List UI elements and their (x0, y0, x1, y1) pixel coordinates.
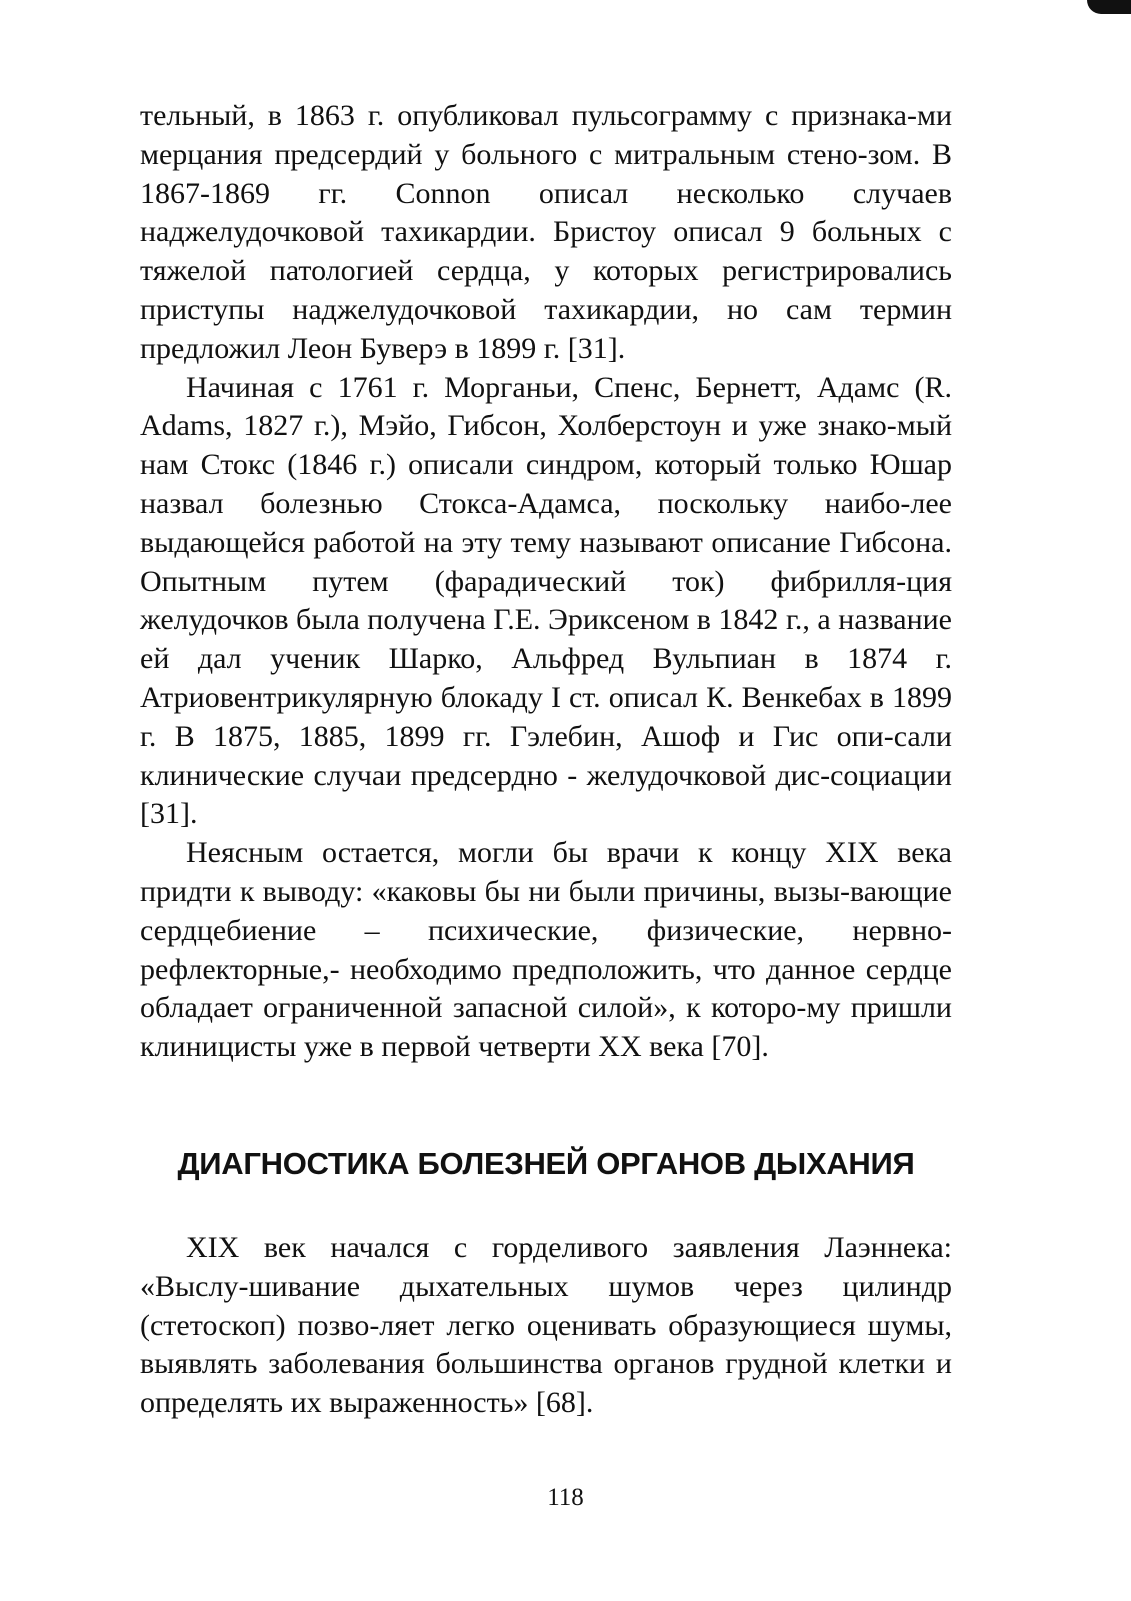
main-text (140, 97, 952, 1067)
paragraph-continuation: тельный, в 1863 г. опубликовал пульсограмму с признака-ми мерцания предсердий у больного с митральным стено-зом. В 1867-1869 гг. Connon описал несколько случаев наджелудочковой тахикардии. Бристоу описал 9 больных с тяжелой патологией сердца, у которых регистрировались приступы наджелудочковой тахикардии, но сам термин предложил Леон Буверэ в 1899 г. [31]. (140, 99, 952, 365)
paragraph-conclusion: Неясным остается, могли бы врачи к концу XIX века придти к выводу: «каковы бы ни были причины, вызы-вающие сердцебиение – психические, физические, нервно-рефлекторные,- необходимо предположить, что данное сердце обладает ограниченной запасной силой», к которо-му пришли клиницисты уже в первой четверти XX века [70]. (140, 836, 952, 1064)
paragraph-laennec: XIX век начался с горделивого заявления Лаэннека: «Выслу-шивание дыхательных шумов через цилиндр (стетоскоп) позво-ляет легко оценивать образующиеся шумы, выявлять заболевания большинства органов грудной клетки и определять их выраженность» [68]. (140, 1231, 952, 1420)
page-number: 118 (547, 1484, 584, 1511)
section-text (140, 1229, 952, 1423)
section-heading: ДИАГНОСТИКА БОЛЕЗНЕЙ ОРГАНОВ ДЫХАНИЯ (177, 1146, 915, 1181)
paragraph-stokes-adams: Начиная с 1761 г. Морганьи, Спенс, Бернетт, Адамс (R. Adams, 1827 г.), Мэйо, Гибсон, Холберстоун и уже знако-мый нам Стокс (1846 г.) описали синдром, который только Юшар назвал болезнью Стокса-Адамса, поскольку наибо-лее выдающейся работой на эту тему называют описание Гибсона. Опытным путем (фарадический ток) фибрилля-ция желудочков была получена Г.Е. Эриксеном в 1842 г., а название ей дал ученик Шарко, Альфред Вульпиан в 1874 г. Атриовентрикулярную блокаду I ст. описал К. Венкебах в 1899 г. В 1875, 1885, 1899 гг. Гэлебин, Ашоф и Гис опи-сали клинические случаи предсердно - желудочковой дис-социации [31]. (140, 370, 952, 831)
scan-corner-mark (1087, 0, 1131, 14)
